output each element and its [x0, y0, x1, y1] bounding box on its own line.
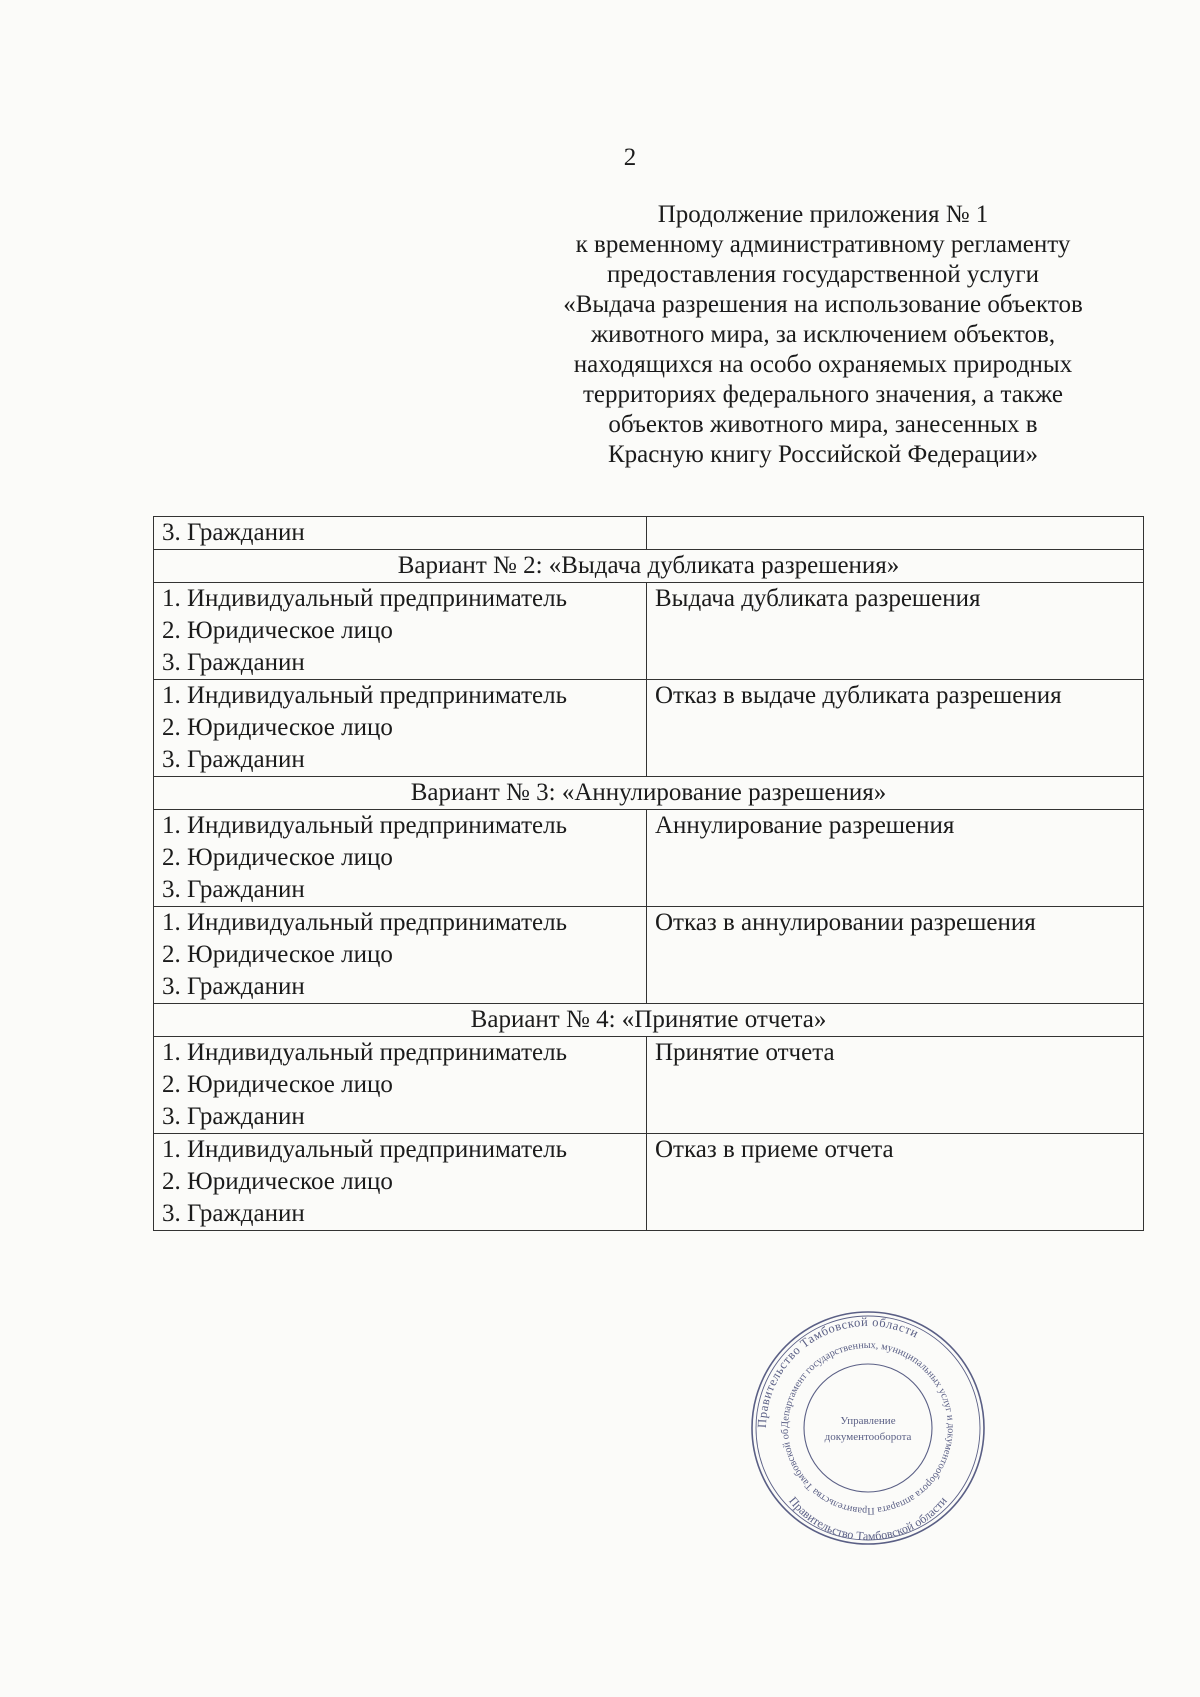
official-stamp	[748, 1308, 988, 1548]
applicant-item: 2. Юридическое лицо	[162, 844, 393, 871]
applicant-cell	[154, 907, 647, 1004]
annex-header-line: «Выдача разрешения на использование объектов	[563, 291, 1083, 318]
annex-header-line: территориях федерального значения, а также	[583, 381, 1063, 408]
stamp-center-line: Управление	[840, 1415, 896, 1427]
applicant-item: 3. Гражданин	[162, 649, 305, 676]
result-cell: Отказ в приеме отчета	[647, 1134, 1144, 1231]
applicant-item: 3. Гражданин	[162, 1103, 305, 1130]
applicant-item: 1. Индивидуальный предприниматель	[162, 585, 567, 612]
applicant-item: 3. Гражданин	[162, 519, 305, 546]
applicant-item: 1. Индивидуальный предприниматель	[162, 909, 567, 936]
applicant-cell	[154, 583, 647, 680]
annex-header-line: Продолжение приложения № 1	[657, 201, 989, 228]
applicant-item: 1. Индивидуальный предприниматель	[162, 812, 567, 839]
table-row	[154, 1134, 1144, 1231]
table-row	[154, 810, 1144, 907]
result-cell: Аннулирование разрешения	[647, 810, 1144, 907]
variant-row	[154, 550, 1144, 583]
services-table	[153, 516, 1144, 1231]
result-cell: Принятие отчета	[647, 1037, 1144, 1134]
stamp-seal-icon	[748, 1308, 988, 1548]
variant-row	[154, 777, 1144, 810]
applicant-item: 2. Юридическое лицо	[162, 1168, 393, 1195]
applicant-item: 2. Юридическое лицо	[162, 714, 393, 741]
table-row	[154, 1037, 1144, 1134]
annex-header-line: Красную книгу Российской Федерации»	[607, 441, 1039, 468]
applicant-item: 3. Гражданин	[162, 876, 305, 903]
annex-header-line: объектов животного мира, занесенных в	[608, 411, 1038, 438]
variant-title: Вариант № 2: «Выдача дубликата разрешения»	[154, 550, 1144, 583]
stamp-inner-ring	[804, 1364, 932, 1492]
applicant-item: 2. Юридическое лицо	[162, 941, 393, 968]
applicant-item: 3. Гражданин	[162, 1200, 305, 1227]
result-cell: Отказ в аннулировании разрешения	[647, 907, 1144, 1004]
table-row	[154, 517, 1144, 550]
applicant-cell	[154, 517, 647, 550]
applicant-item: 3. Гражданин	[162, 746, 305, 773]
stamp-middle-text: Департамент государственных, муниципальных услуг и документооборота аппарата Правительства Тамбовской об	[779, 1339, 957, 1517]
applicant-cell	[154, 680, 647, 777]
variant-title: Вариант № 3: «Аннулирование разрешения»	[154, 777, 1144, 810]
applicant-item: 1. Индивидуальный предприниматель	[162, 1039, 567, 1066]
annex-header-line: находящихся на особо охраняемых природных	[573, 351, 1073, 378]
annex-header	[518, 200, 1128, 470]
applicant-item: 1. Индивидуальный предприниматель	[162, 1136, 567, 1163]
applicant-item: 3. Гражданин	[162, 973, 305, 1000]
applicant-item: 2. Юридическое лицо	[162, 1071, 393, 1098]
annex-header-line: предоставления государственной услуги	[606, 261, 1040, 288]
table-row	[154, 907, 1144, 1004]
stamp-bottom-text: Правительство Тамбовской области	[786, 1493, 950, 1544]
applicant-cell	[154, 1037, 647, 1134]
stamp-center-line: документооборота	[824, 1431, 912, 1443]
result-cell: Отказ в выдаче дубликата разрешения	[647, 680, 1144, 777]
variant-title: Вариант № 4: «Принятие отчета»	[154, 1004, 1144, 1037]
annex-header-line: к временному административному регламенту	[575, 231, 1071, 258]
variant-row	[154, 1004, 1144, 1037]
table-row	[154, 583, 1144, 680]
stamp-outer-text: Правительство Тамбовской области	[754, 1314, 922, 1429]
applicant-item: 2. Юридическое лицо	[162, 617, 393, 644]
result-cell: Выдача дубликата разрешения	[647, 583, 1144, 680]
annex-header-line: животного мира, за исключением объектов,	[590, 321, 1056, 348]
result-cell	[647, 517, 1144, 550]
page-number: 2	[623, 144, 637, 171]
applicant-cell	[154, 810, 647, 907]
applicant-item: 1. Индивидуальный предприниматель	[162, 682, 567, 709]
applicant-cell	[154, 1134, 647, 1231]
table-row	[154, 680, 1144, 777]
